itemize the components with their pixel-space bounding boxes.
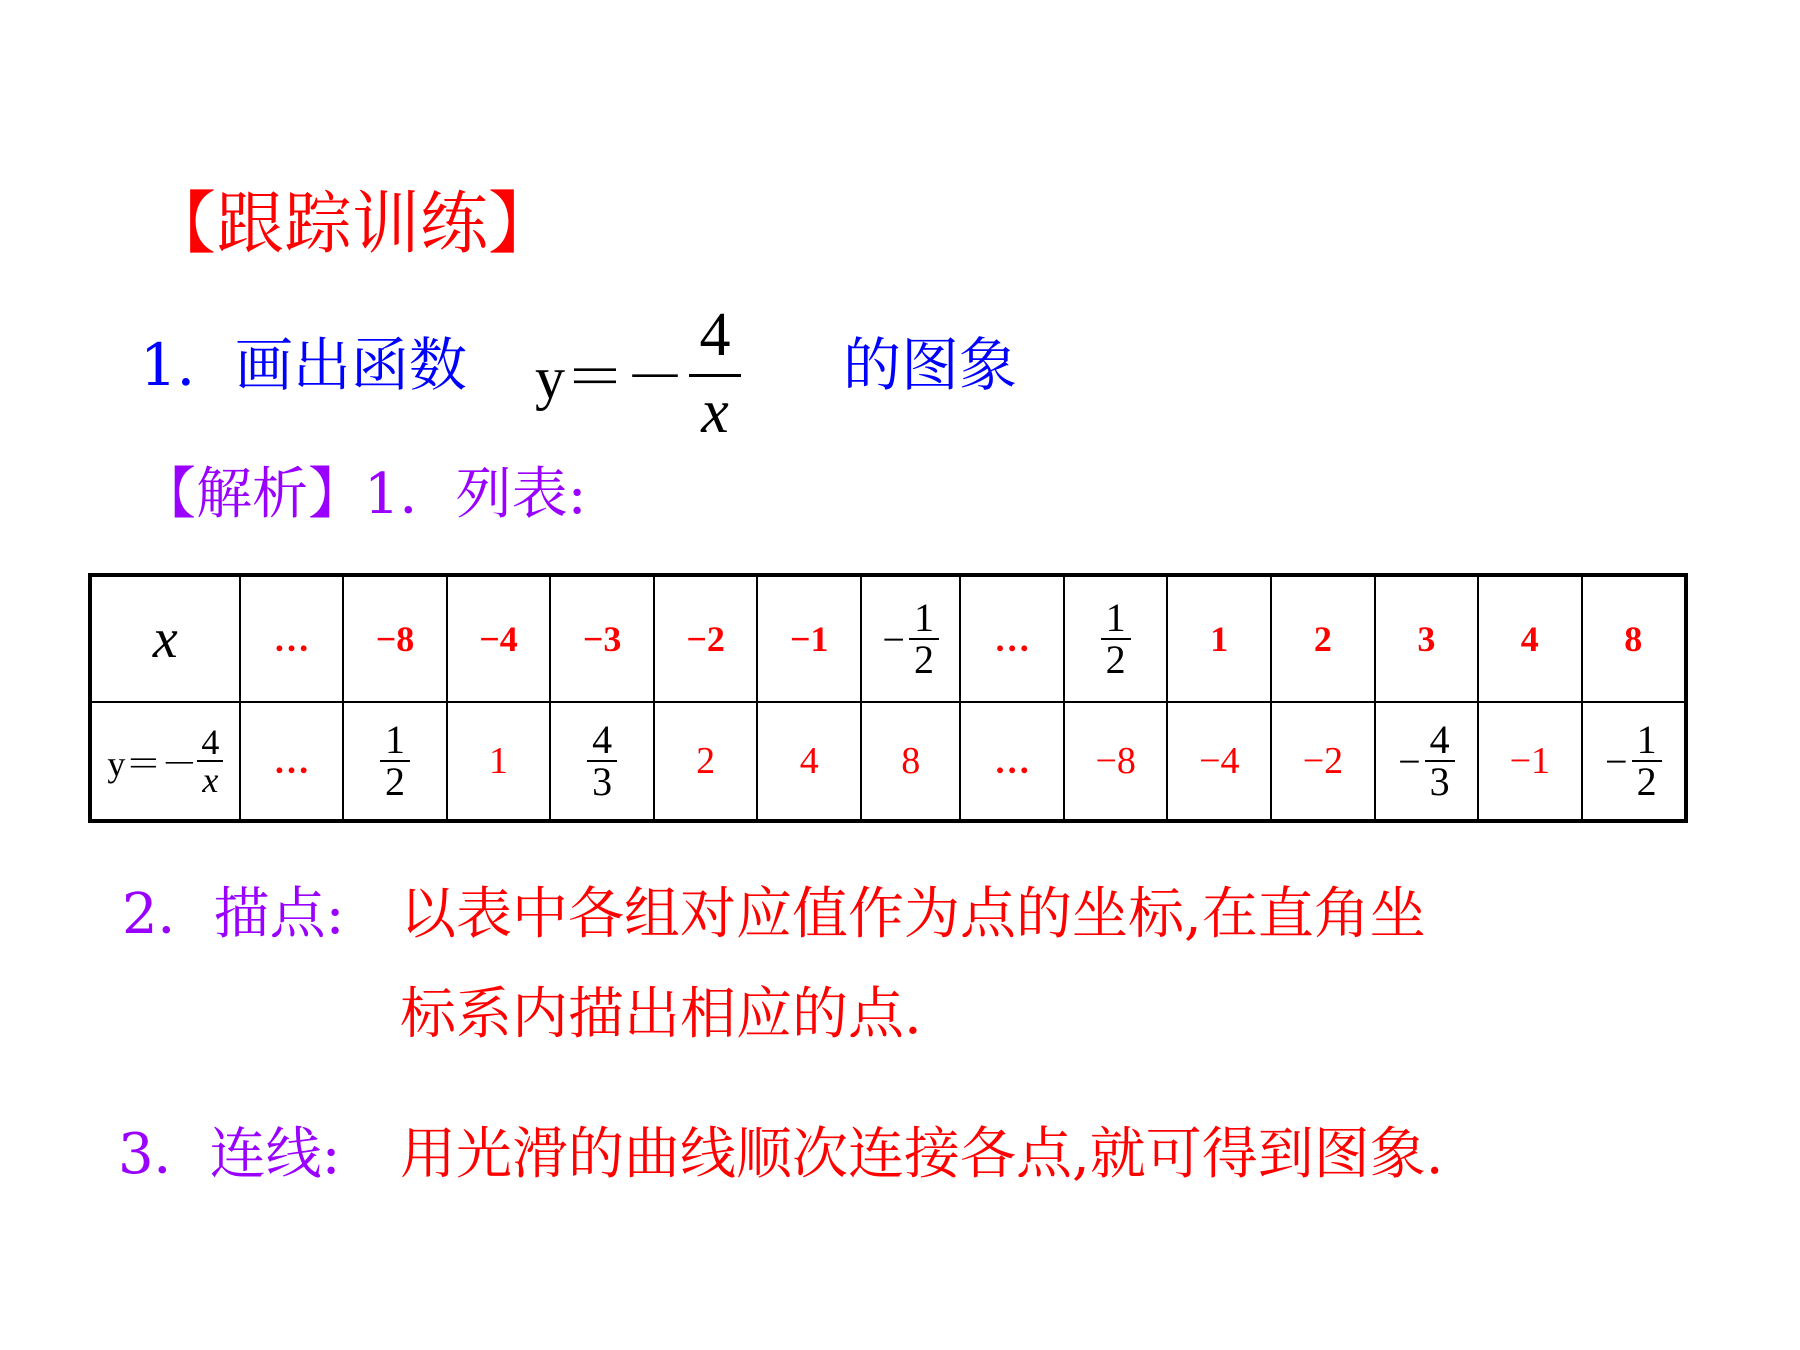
denominator: 2 — [913, 637, 934, 682]
step2-label: 2．描点: — [122, 882, 345, 947]
numerator: 1 — [384, 717, 405, 762]
x-cell: −1 — [757, 575, 861, 702]
y-cell-half — [343, 702, 447, 821]
y-cell: … — [240, 702, 343, 821]
fraction — [1425, 717, 1455, 804]
fraction — [587, 717, 617, 804]
x-cell: 1 — [1167, 575, 1271, 702]
minus-sign: − — [882, 616, 905, 662]
fraction — [909, 595, 939, 682]
analysis-heading: 【解析】1．列表: — [140, 462, 587, 527]
y-cell: … — [960, 702, 1063, 821]
step3-text: 用光滑的曲线顺次连接各点,就可得到图象. — [400, 1122, 1444, 1187]
step3-label: 3．连线: — [118, 1122, 341, 1187]
y-header-cell — [90, 702, 240, 821]
minus-sign: − — [1605, 738, 1628, 784]
step2-text-line2: 标系内描出相应的点. — [400, 982, 922, 1047]
x-cell: … — [960, 575, 1063, 702]
y-cell: −8 — [1064, 702, 1168, 821]
denominator: x — [202, 760, 219, 800]
value-table — [88, 573, 1688, 823]
numerator: 4 — [1429, 717, 1450, 762]
formula-lhs: y＝－ — [535, 345, 685, 411]
y-cell: 1 — [447, 702, 551, 821]
question-formula — [535, 288, 741, 458]
y-cell-neg-four-thirds — [1375, 702, 1478, 821]
fraction — [1632, 717, 1662, 804]
x-cell: −3 — [550, 575, 654, 702]
x-cell: −8 — [343, 575, 447, 702]
denominator: 2 — [384, 759, 405, 804]
formula-numerator: 4 — [699, 300, 731, 369]
x-cell: 3 — [1375, 575, 1478, 702]
minus-sign: − — [1398, 738, 1421, 784]
x-cell: … — [240, 575, 343, 702]
numerator: 1 — [1636, 717, 1657, 762]
y-cell: 2 — [654, 702, 758, 821]
formula-fraction — [689, 300, 741, 446]
y-cell: −1 — [1478, 702, 1582, 821]
denominator: 3 — [592, 759, 613, 804]
y-cell: 4 — [757, 702, 861, 821]
y-header — [107, 724, 223, 798]
y-cell: 8 — [861, 702, 960, 821]
x-cell: 8 — [1582, 575, 1686, 702]
x-cell: −2 — [654, 575, 758, 702]
numerator: 4 — [592, 717, 613, 762]
y-cell-four-thirds — [550, 702, 654, 821]
table-row-y — [90, 702, 1686, 821]
x-cell: 4 — [1478, 575, 1582, 702]
numerator: 1 — [913, 595, 934, 640]
y-cell: −4 — [1167, 702, 1271, 821]
numerator: 4 — [201, 722, 220, 762]
denominator: 2 — [1636, 759, 1657, 804]
denominator: 3 — [1429, 759, 1450, 804]
x-cell-neg-half — [861, 575, 960, 702]
fraction — [380, 717, 410, 804]
numerator: 1 — [1105, 595, 1126, 640]
y-cell-neg-half — [1582, 702, 1686, 821]
x-header: x — [152, 608, 178, 670]
denominator: 2 — [1105, 637, 1126, 682]
question-suffix: 的图象 — [843, 331, 1018, 399]
x-cell: −4 — [447, 575, 551, 702]
formula-denominator: x — [701, 377, 729, 446]
x-header-cell — [90, 575, 240, 702]
x-cell: 2 — [1271, 575, 1375, 702]
x-cell-half — [1064, 575, 1168, 702]
y-cell: −2 — [1271, 702, 1375, 821]
y-header-fraction — [197, 724, 223, 798]
section-title: 【跟踪训练】 — [148, 185, 557, 264]
y-header-lhs: y＝－ — [107, 743, 198, 784]
fraction — [1101, 595, 1131, 682]
question-prefix: 1．画出函数 — [140, 331, 467, 399]
step2-text-line1: 以表中各组对应值作为点的坐标,在直角坐 — [400, 882, 1426, 947]
table-row-x — [90, 575, 1686, 702]
